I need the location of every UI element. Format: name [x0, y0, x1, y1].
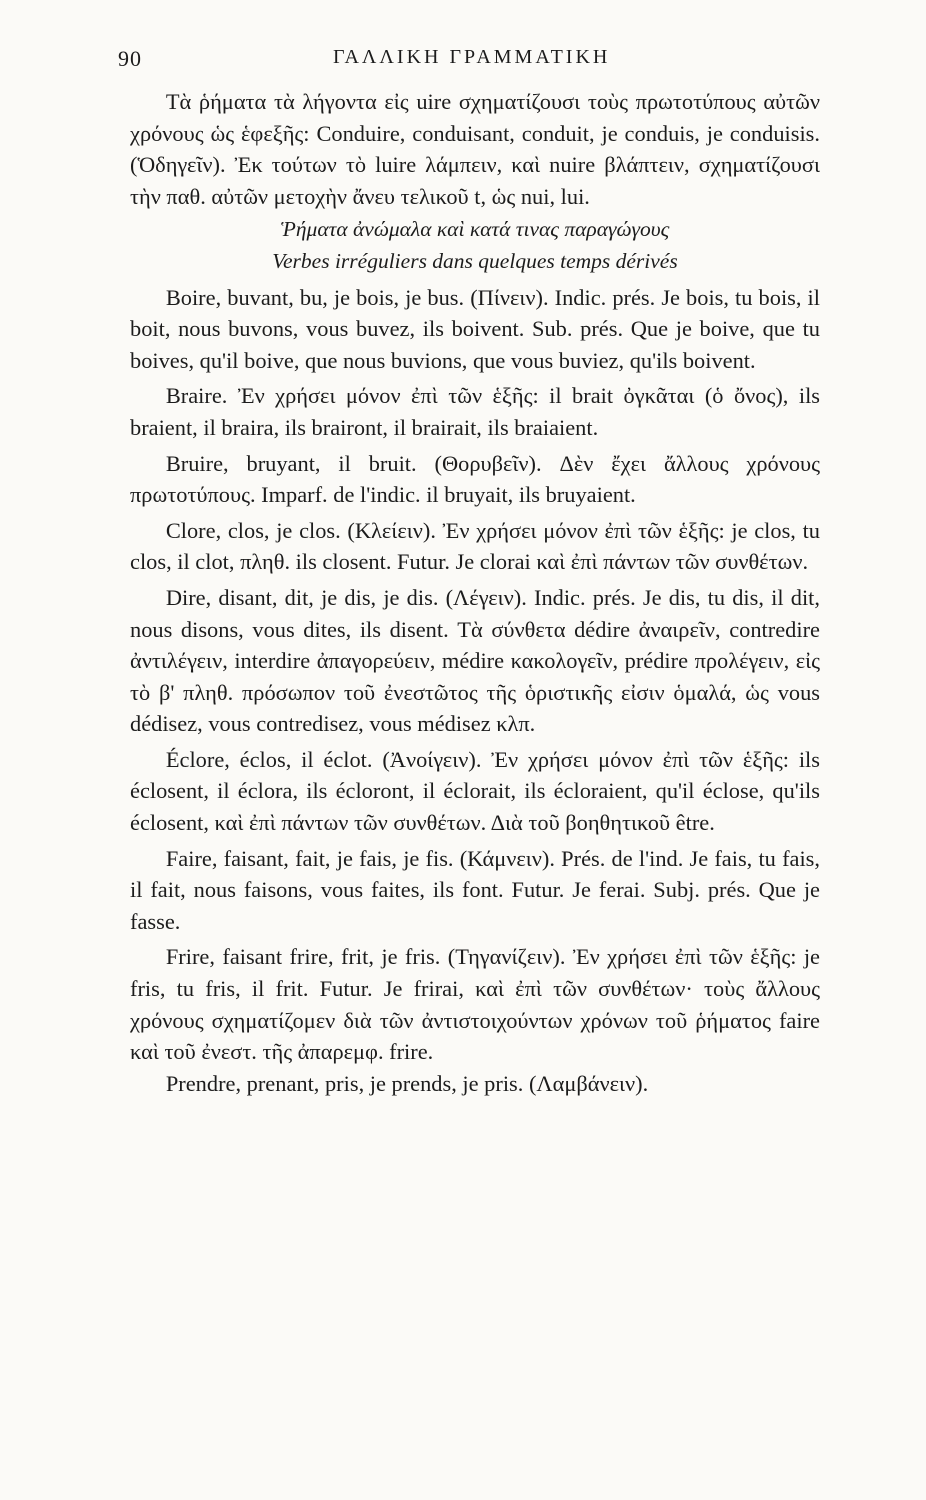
section-heading-greek: Ῥήματα ἀνώμαλα καὶ κατά τινας παραγώγους: [280, 217, 670, 242]
running-head: ΓΑΛΛΙΚΗ ΓΡΑΜΜΑΤΙΚΗ: [333, 46, 611, 68]
section-heading-french: Verbes irréguliers dans quelques temps dérivés: [272, 248, 678, 273]
page-header: [118, 46, 826, 80]
entry-bruire: Bruire, bruyant, il bruit. (Θορυβεῖν). Δὲν ἔχει ἄλλους χρόνους πρωτοτύπους. Imparf. de l'indic. il bruyait, ils bruyaient.: [130, 450, 820, 508]
entry-eclore: Éclore, éclos, il éclot. (Ἀνοίγειν). Ἐν χρήσει μόνον ἐπὶ τῶν ἑξῆς: ils éclosent, il éclora, ils écloront, il éclorait, ils écloraient, qu'il éclose, qu'ils éclosent, καὶ ἐπὶ πάντων τῶν συνθέτων. Διὰ τοῦ βοηθητικοῦ être.: [130, 746, 820, 836]
entry-dire: Dire, disant, dit, je dis, je dis. (Λέγειν). Indic. prés. Je dis, tu dis, il dit, nous disons, vous dites, ils disent. Τὰ σύνθετα dédire ἀναιρεῖν, contredire ἀντιλέγειν, interdire ἀπαγορεύειν, médire κακολογεῖν, prédire προλέγειν, εἰς τὸ β' πληθ. πρόσωπον τοῦ ἐνεστῶτος τῆς ὁριστικῆς εἰσιν ὁμαλά, ὡς vous dédisez, vous contredisez, vous médisez κλπ.: [130, 584, 820, 737]
page-body: [130, 86, 820, 1099]
entry-frire: Frire, faisant frire, frit, je fris. (Τηγανίζειν). Ἐν χρήσει ἐπὶ τῶν ἑξῆς: je fris, tu fris, il frit. Futur. Je frirai, καὶ ἐπὶ τῶν συνθέτων· τοὺς ἄλλους χρόνους σχηματίζομεν διὰ τῶν ἀντιστοιχούντων χρόνων τοῦ ῥήματος faire καὶ τοῦ ἐνεστ. τῆς ἀπαρεμφ. frire.: [130, 944, 820, 1065]
entry-braire: Braire. Ἐν χρήσει μόνον ἐπὶ τῶν ἑξῆς: il brait ὀγκᾶται (ὁ ὄνος), ils braient, il braira, ils brairont, il brairait, ils braiaient.: [130, 383, 820, 440]
intro-paragraph: Τὰ ῥήματα τὰ λήγοντα εἰς uire σχηματίζουσι τοὺς πρωτοτύπους αὐτῶν χρόνους ὡς ἑφεξῆς: Conduire, conduisant, conduit, je conduis, je conduisis. (Ὁδηγεῖν). Ἐκ τούτων τὸ luire λάμπειν, καὶ nuire βλάπτειν, σχηματίζουσι τὴν παθ. αὐτῶν μετοχὴν ἄνευ τελικοῦ t, ὡς nui, lui.: [130, 89, 820, 209]
entry-clore: Clore, clos, je clos. (Κλείειν). Ἐν χρήσει μόνον ἐπὶ τῶν ἑξῆς: je clos, tu clos, il clot, πληθ. ils closent. Futur. Je clorai καὶ ἐπὶ πάντων τῶν συνθέτων.: [130, 517, 820, 575]
page-number: 90: [118, 46, 142, 71]
entry-boire: Boire, buvant, bu, je bois, je bus. (Πίνειν). Indic. prés. Je bois, tu bois, il boit, nous buvons, vous buvez, ils boivent. Sub. prés. Que je boive, que tu boives, qu'il boive, que nous buvions, que vous buviez, qu'ils boivent.: [130, 284, 820, 373]
entry-prendre: Prendre, prenant, pris, je prends, je pris. (Λαμβάνειν).: [165, 1070, 649, 1096]
entry-faire: Faire, faisant, fait, je fais, je fis. (Κάμνειν). Prés. de l'ind. Je fais, tu fais, il fait, nous faisons, vous faites, ils font. Futur. Je ferai. Subj. prés. Que je fasse.: [130, 845, 820, 934]
